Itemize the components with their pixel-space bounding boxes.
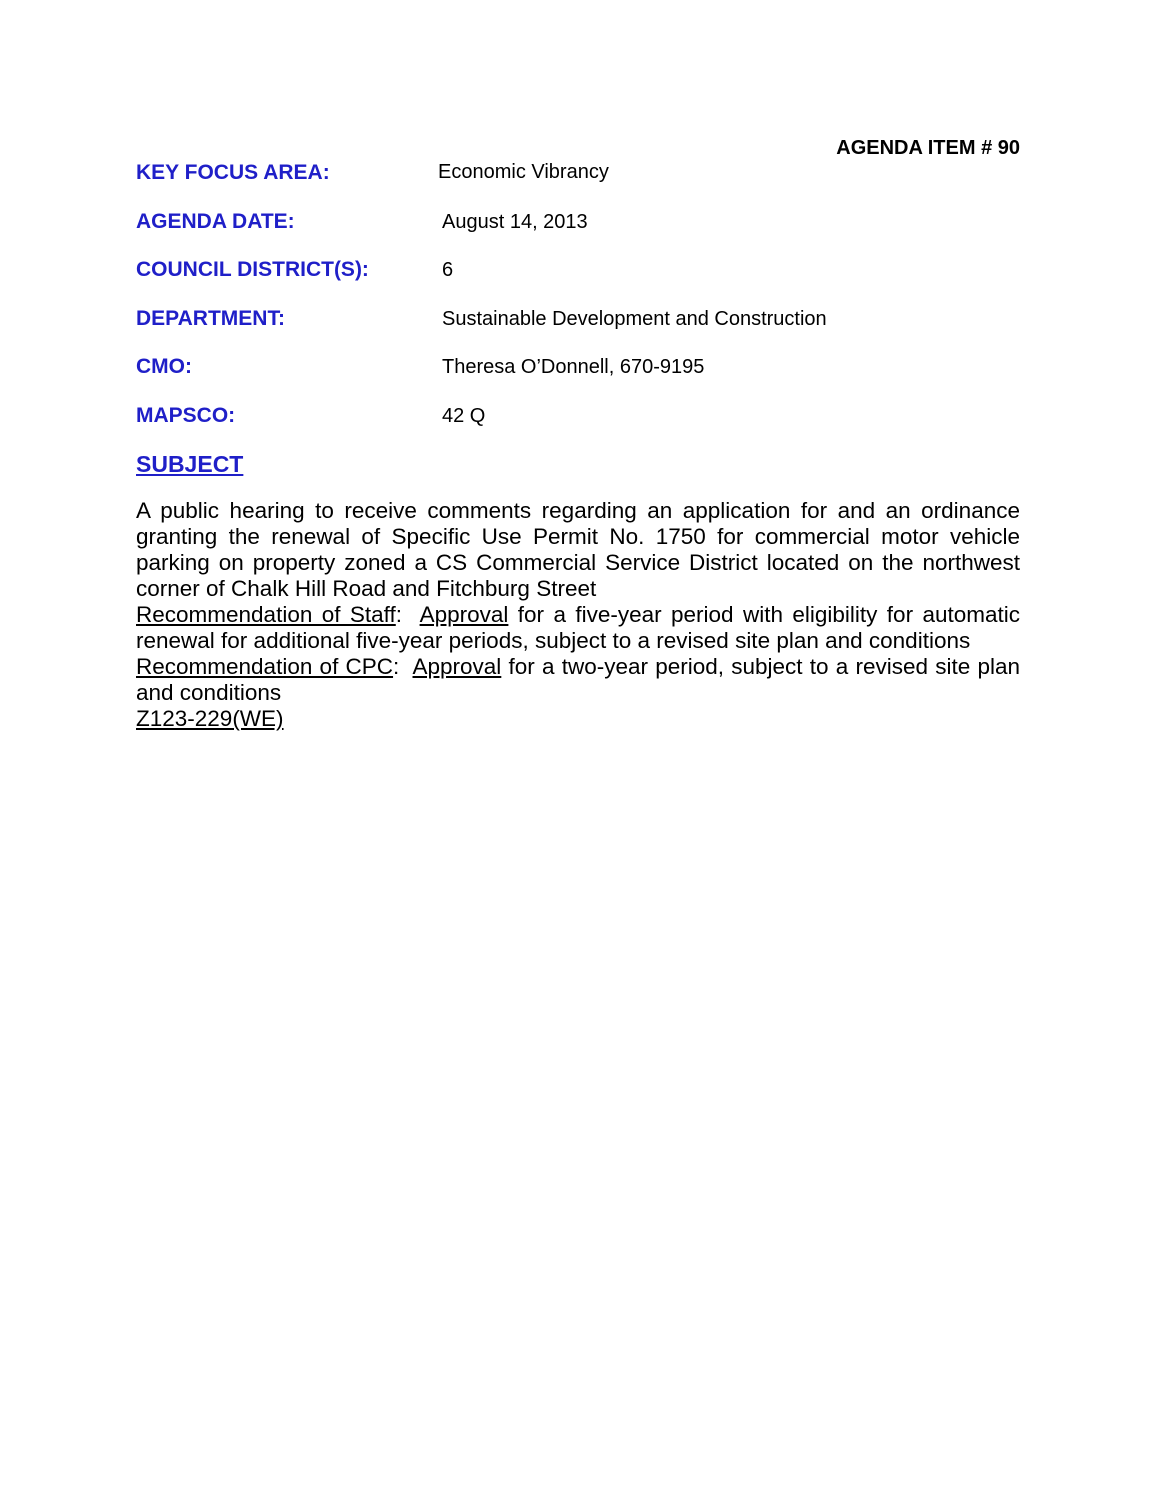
agenda-date-value: August 14, 2013 [442, 211, 588, 233]
staff-recommendation [136, 602, 1020, 654]
council-districts-label: COUNCIL DISTRICT(S): [136, 258, 369, 281]
agenda-item-number: AGENDA ITEM # 90 [836, 137, 1020, 159]
department-value: Sustainable Development and Construction [442, 308, 827, 330]
council-districts-value: 6 [442, 259, 454, 281]
cpc-recommendation [136, 654, 1020, 706]
staff-recommendation-detail: for a five-year period with eligibility for automatic renewal for additional five-year periods, subject to a revised site plan and conditions [136, 602, 1020, 653]
subject-description: A public hearing to receive comments regarding an application for and an ordinance granting the renewal of Specific Use Permit No. 1750 for commercial motor vehicle parking on property zoned a CS Commercial Service District located on the northwest corner of Chalk Hill Road and Fitchburg Street [136, 498, 1020, 601]
staff-recommendation-separator: : [395, 602, 420, 627]
staff-recommendation-label: Recommendation of Staff [136, 602, 396, 627]
mapsco-label: MAPSCO: [136, 404, 236, 427]
subject-heading: SUBJECT [136, 451, 244, 477]
staff-recommendation-decision: Approval [419, 602, 509, 627]
case-number: Z123-229(WE) [136, 706, 284, 731]
cpc-recommendation-decision: Approval [412, 654, 502, 679]
subject-body [136, 498, 1020, 732]
agenda-date-label: AGENDA DATE: [136, 210, 295, 233]
cpc-recommendation-separator: : [393, 654, 413, 679]
key-focus-area-value: Economic Vibrancy [438, 161, 609, 183]
department-label: DEPARTMENT: [136, 307, 285, 330]
cmo-value: Theresa O’Donnell, 670-9195 [442, 356, 705, 378]
case-number-line [136, 706, 1020, 732]
mapsco-value: 42 Q [442, 405, 486, 427]
cmo-label: CMO: [136, 355, 192, 378]
cpc-recommendation-label: Recommendation of CPC [136, 654, 394, 679]
key-focus-area-label: KEY FOCUS AREA: [136, 161, 330, 184]
cpc-recommendation-detail: for a two-year period, subject to a revised site plan and conditions [136, 654, 1020, 705]
